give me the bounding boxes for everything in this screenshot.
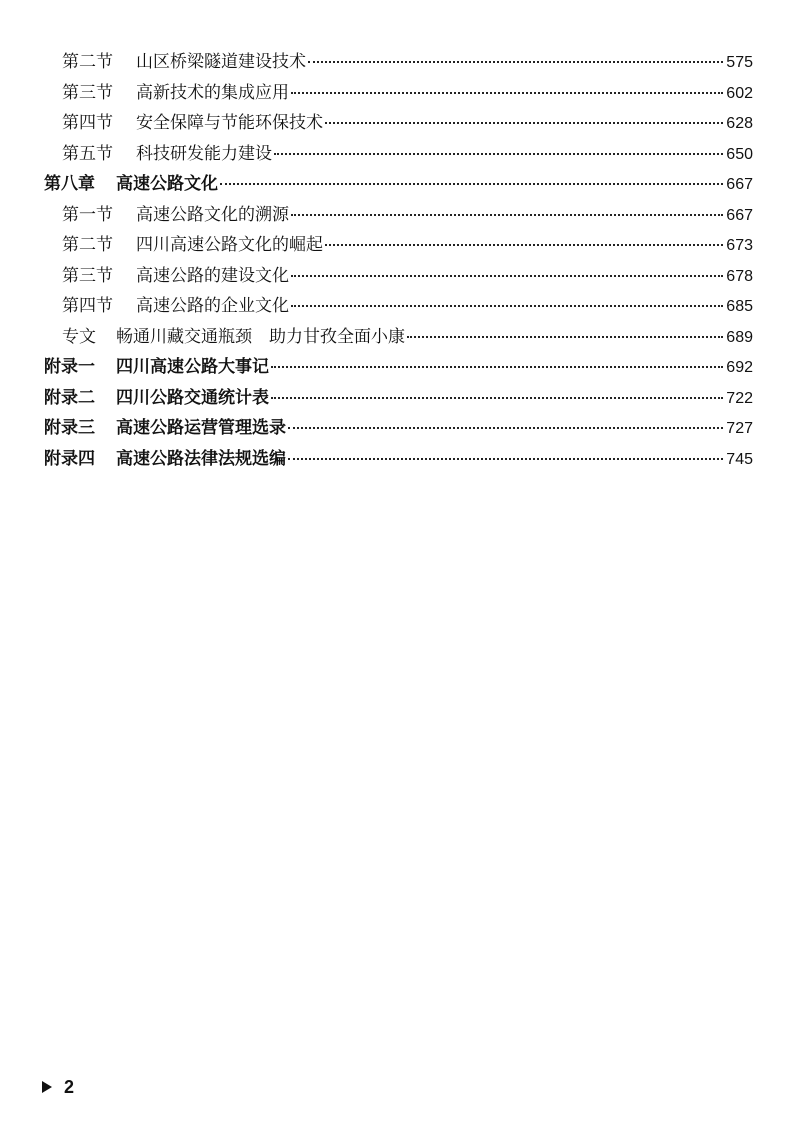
toc-entry-title: 高速公路的建设文化 — [136, 266, 289, 286]
toc-entry-label: 第八章 — [44, 174, 95, 194]
toc-entry-appendix-1[interactable] — [44, 352, 753, 382]
dot-leader — [274, 153, 723, 155]
toc-entry-label: 第一节 — [62, 205, 113, 225]
toc-entry-page: 692 — [726, 359, 753, 376]
toc-entry-label: 专文 — [62, 327, 96, 347]
toc-entry-section-3[interactable] — [62, 78, 753, 108]
toc-entry-label: 附录三 — [44, 418, 95, 438]
dot-leader — [325, 122, 723, 124]
toc-entry-label: 附录二 — [44, 388, 95, 408]
toc-entry-title: 高速公路的企业文化 — [136, 296, 289, 316]
page-number: 2 — [64, 1076, 75, 1097]
toc-entry-section-5[interactable] — [62, 139, 753, 169]
toc-entry-page: 602 — [726, 85, 753, 102]
dot-leader — [271, 397, 723, 399]
toc-entry-page: 689 — [726, 329, 753, 346]
triangle-right-icon — [42, 1081, 52, 1093]
toc-entry-page: 575 — [726, 54, 753, 71]
toc-entry-appendix-3[interactable] — [44, 413, 753, 443]
toc-entry-label: 第三节 — [62, 266, 113, 286]
toc-entry-page: 667 — [726, 207, 753, 224]
dot-leader — [291, 275, 723, 277]
toc-entry-page: 673 — [726, 237, 753, 254]
toc-entry-label: 第五节 — [62, 144, 113, 164]
dot-leader — [308, 61, 723, 63]
dot-leader — [407, 336, 723, 338]
toc-entry-title: 高速公路法律法规选编 — [116, 449, 286, 469]
toc-entry-title: 四川公路交通统计表 — [116, 388, 269, 408]
toc-entry-label: 第四节 — [62, 296, 113, 316]
dot-leader — [325, 244, 723, 246]
toc-entry-page: 722 — [726, 390, 753, 407]
toc-entry-title: 高速公路文化 — [116, 174, 218, 194]
page-footer — [42, 1074, 74, 1100]
toc-entry-appendix-4[interactable] — [44, 444, 753, 474]
toc-entry-label: 第二节 — [62, 52, 113, 72]
toc-entry-special-article[interactable] — [62, 322, 753, 352]
dot-leader — [291, 214, 723, 216]
toc-entry-title: 安全保障与节能环保技术 — [136, 113, 323, 133]
dot-leader — [288, 427, 723, 429]
toc-entry-label: 附录一 — [44, 357, 95, 377]
toc-entry-title: 山区桥梁隧道建设技术 — [136, 52, 306, 72]
toc-entry-title: 高速公路文化的溯源 — [136, 205, 289, 225]
dot-leader — [291, 305, 723, 307]
toc-entry-section-2[interactable] — [62, 47, 753, 77]
toc-entry-section-2[interactable] — [62, 230, 753, 260]
toc-entry-chapter-8[interactable] — [44, 169, 753, 199]
toc-entry-page: 650 — [726, 146, 753, 163]
toc-entry-page: 745 — [726, 451, 753, 468]
toc-entry-page: 727 — [726, 420, 753, 437]
toc-entry-label: 第三节 — [62, 83, 113, 103]
toc-entry-page: 685 — [726, 298, 753, 315]
toc-entry-appendix-2[interactable] — [44, 383, 753, 413]
toc-entry-title: 四川高速公路大事记 — [116, 357, 269, 377]
toc-entry-page: 667 — [726, 176, 753, 193]
toc-entry-title: 四川高速公路文化的崛起 — [136, 235, 323, 255]
toc-entry-page: 678 — [726, 268, 753, 285]
toc-entry-title: 畅通川藏交通瓶颈 助力甘孜全面小康 — [116, 327, 405, 347]
toc-entry-page: 628 — [726, 115, 753, 132]
toc-entry-title: 高新技术的集成应用 — [136, 83, 289, 103]
toc-entry-section-4[interactable] — [62, 108, 753, 138]
dot-leader — [220, 183, 723, 185]
toc-entry-label: 第四节 — [62, 113, 113, 133]
dot-leader — [271, 366, 723, 368]
toc-entry-title: 科技研发能力建设 — [136, 144, 272, 164]
toc-entry-label: 第二节 — [62, 235, 113, 255]
toc-entry-title: 高速公路运营管理选录 — [116, 418, 286, 438]
toc-entry-section-3[interactable] — [62, 261, 753, 291]
toc-entry-label: 附录四 — [44, 449, 95, 469]
toc-entry-section-4[interactable] — [62, 291, 753, 321]
dot-leader — [288, 458, 723, 460]
dot-leader — [291, 92, 723, 94]
toc-entry-section-1[interactable] — [62, 200, 753, 230]
